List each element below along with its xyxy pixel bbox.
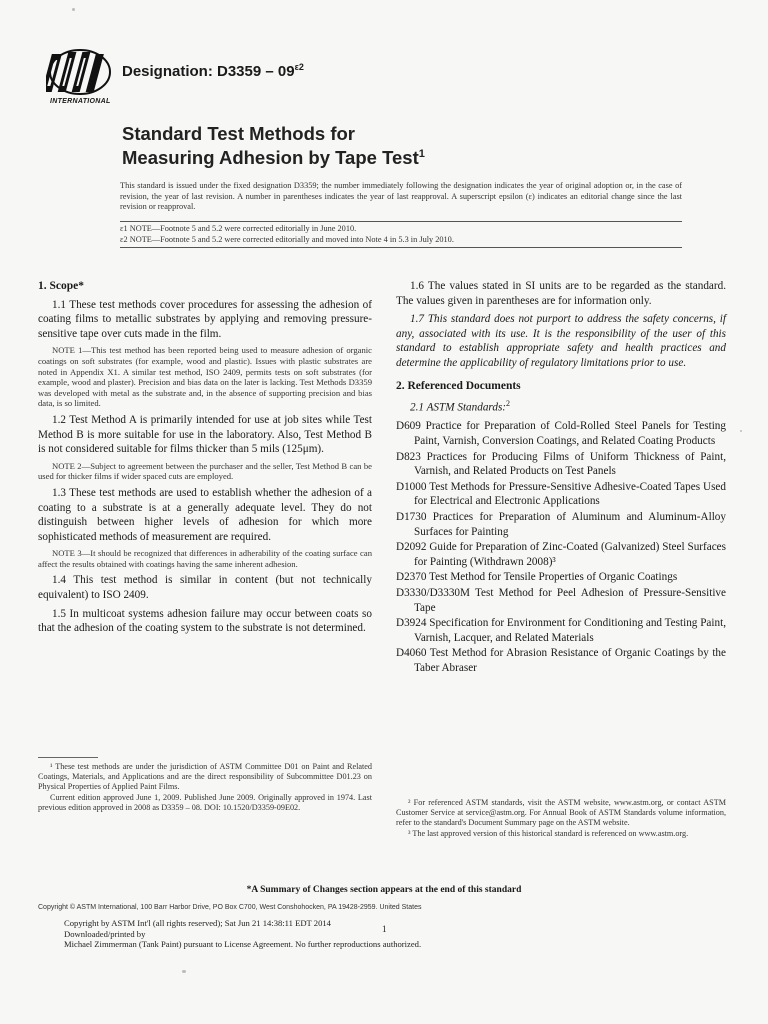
page-number: 1 (382, 924, 387, 934)
list-item: D609 Practice for Preparation of Cold-Rolled Steel Panels for Testing Paint, Varnish, Conversion Coatings, and Related Coating Products (396, 420, 726, 448)
paragraph-1-2: 1.2 Test Method A is primarily intended for use at job sites while Test Method B is more suitable for use in the laboratory. Also, Test Method B is not considered suitable for films thicker than 5 mils (125μm). (38, 413, 372, 456)
download-line-1: Copyright by ASTM Int'l (all rights reserved); Sat Jun 21 14:38:11 EDT 2014 (64, 918, 331, 928)
astm-logo (46, 46, 114, 106)
footnotes-left (38, 757, 372, 813)
download-line-2: Downloaded/printed by (64, 928, 146, 939)
list-item: D3330/D3330M Test Method for Peel Adhesion of Pressure-Sensitive Tape (396, 587, 726, 614)
referenced-standards-list (396, 419, 726, 675)
editorial-note-2: ε2 NOTE—Footnote 5 and 5.2 were corrected editorially and moved into Note 4 in 5.3 in July 2010. (120, 234, 454, 244)
editorial-note-1: ε1 NOTE—Footnote 5 and 5.2 were corrected editorially in June 2010. (120, 224, 357, 233)
list-item: D3924 Specification for Environment for Conditioning and Testing Paint, Varnish, Lacquer, and Related Materials (396, 617, 726, 644)
right-column (396, 279, 726, 677)
left-column (38, 279, 372, 640)
designation (122, 62, 304, 80)
paragraph-1-6: 1.6 The values stated in SI units are to be regarded as the standard. The values given in parentheses are for information only. (396, 280, 726, 307)
note-2: NOTE 2—Subject to agreement between the purchaser and the seller, Test Method B can be used for thicker films if wider spaced cuts are employed. (38, 460, 372, 482)
scope-heading: 1. Scope* (38, 280, 84, 292)
document-title (122, 124, 425, 168)
note-3: NOTE 3—It should be recognized that differences in adherability of the coating surface can affect the results obtained with coatings having the same inherent adhesion. (38, 548, 372, 569)
title-line-2-text: Measuring Adhesion by Tape Test (122, 147, 419, 169)
intro-paragraph: This standard is issued under the fixed designation D3359; the number immediately following the designation indicates the year of original adoption or, in the case of revision, the year of last revision. A number in parentheses indicates the year of last reapproval. A superscript epsilon (ε) indicates an editorial change since the last revision or reapproval. (120, 181, 682, 211)
list-item: D4060 Test Method for Abrasion Resistance of Organic Coatings by the Taber Abraser (396, 647, 726, 674)
scan-speck (740, 430, 742, 432)
designation-text: Designation: D3359 – 09 (122, 63, 295, 80)
referenced-documents-heading: 2. Referenced Documents (396, 379, 521, 392)
footnotes-right (396, 798, 726, 839)
list-item: D823 Practices for Producing Films of Uniform Thickness of Paint, Varnish, and Related Products on Test Panels (396, 450, 726, 478)
title-line-1: Standard Test Methods for (122, 123, 355, 144)
astm-standards-heading (396, 397, 726, 415)
footnote-1-edition: Current edition approved June 1, 2009. Published June 2009. Originally approved in 1974. Last previous edition approved in 2008 as D3359 – 08. DOI: 10.1520/D3359-09E02. (38, 792, 372, 812)
note-1: NOTE 1—This test method has been reported being used to measure adhesion of organic coatings on soft substrates (for example, wood and plastic). Issues with plastic substrates are noted in Appendix X1. A similar test method, ISO 2409, permits tests on soft substrates (for example, wood and plaster). Precision and bias data on the later is lacking. Test Methods D3359 was developed with metal as the substrate and, in the absence of supporting precision and bias data, is so limited. (38, 345, 372, 409)
scan-speck (72, 8, 75, 11)
download-line-3: Michael Zimmerman (Tank Paint) pursuant to License Agreement. No further reproductions authorized. (64, 939, 422, 949)
astm-standards-label: 2.1 ASTM Standards: (410, 401, 507, 414)
editorial-notes (120, 221, 682, 248)
paragraph-1-3: 1.3 These test methods are used to establish whether the adhesion of a coating to a substrate is at a generally adequate level. They do not distinguish between higher levels of adhesion for which more sophisticated methods of measurement are required. (38, 486, 372, 543)
footnote-1: ¹ These test methods are under the jurisdiction of ASTM Committee D01 on Paint and Related Coatings, Materials, and Applications and are the direct responsibility of Subcommittee D01.23 on Physical Properties of Applied Paint Films. (38, 762, 372, 792)
designation-superscript: ε2 (294, 62, 304, 72)
download-notice (64, 918, 421, 950)
paragraph-1-5: 1.5 In multicoat systems adhesion failure may occur between coats so that the adhesion of the coating system to the substrate is not determined. (38, 607, 372, 635)
summary-of-changes-note: *A Summary of Changes section appears at the end of this standard (246, 885, 522, 895)
list-item: D1730 Practices for Preparation of Aluminum and Aluminum-Alloy Surfaces for Painting (396, 511, 726, 538)
footnote-3: ³ The last approved version of this historical standard is referenced on www.astm.org. (408, 828, 689, 838)
paragraph-1-1: 1.1 These test methods cover procedures for assessing the adhesion of coating films to metallic substrates by applying and removing pressure-sensitive tape over cuts made in the film. (38, 298, 372, 340)
footnote-2: ² For referenced ASTM standards, visit the ASTM website, www.astm.org, or contact ASTM Customer Service at service@astm.org. For Annual Book of ASTM Standards volume information, refer to the standard's Document Summary page on the ASTM website. (396, 798, 726, 828)
title-footnote-marker: 1 (418, 148, 425, 160)
astm-standards-footnote-marker: 2 (506, 399, 511, 409)
list-item: D1000 Test Methods for Pressure-Sensitive Adhesive-Coated Tapes Used for Electrical and Electronic Applications (396, 480, 726, 508)
title-line-2 (122, 144, 425, 168)
scan-speck (182, 970, 186, 973)
paragraph-1-4: 1.4 This test method is similar in content (but not technically equivalent) to ISO 2409. (38, 574, 372, 602)
list-item: D2370 Test Method for Tensile Properties of Organic Coatings (396, 571, 678, 584)
paragraph-1-7: 1.7 This standard does not purport to address the safety concerns, if any, associated with its use. It is the responsibility of the user of this standard to establish appropriate safety and health practices and determine the applicability of regulatory limitations prior to use. (396, 313, 726, 369)
footnote-rule (38, 757, 98, 758)
list-item: D2092 Guide for Preparation of Zinc-Coated (Galvanized) Steel Surfaces for Painting (Withdrawn 2008)³ (396, 541, 726, 568)
logo-subtitle: INTERNATIONAL (50, 98, 111, 105)
copyright-line: Copyright © ASTM International, 100 Barr Harbor Drive, PO Box C700, West Conshohocken, PA 19428-2959. United States (38, 904, 422, 911)
